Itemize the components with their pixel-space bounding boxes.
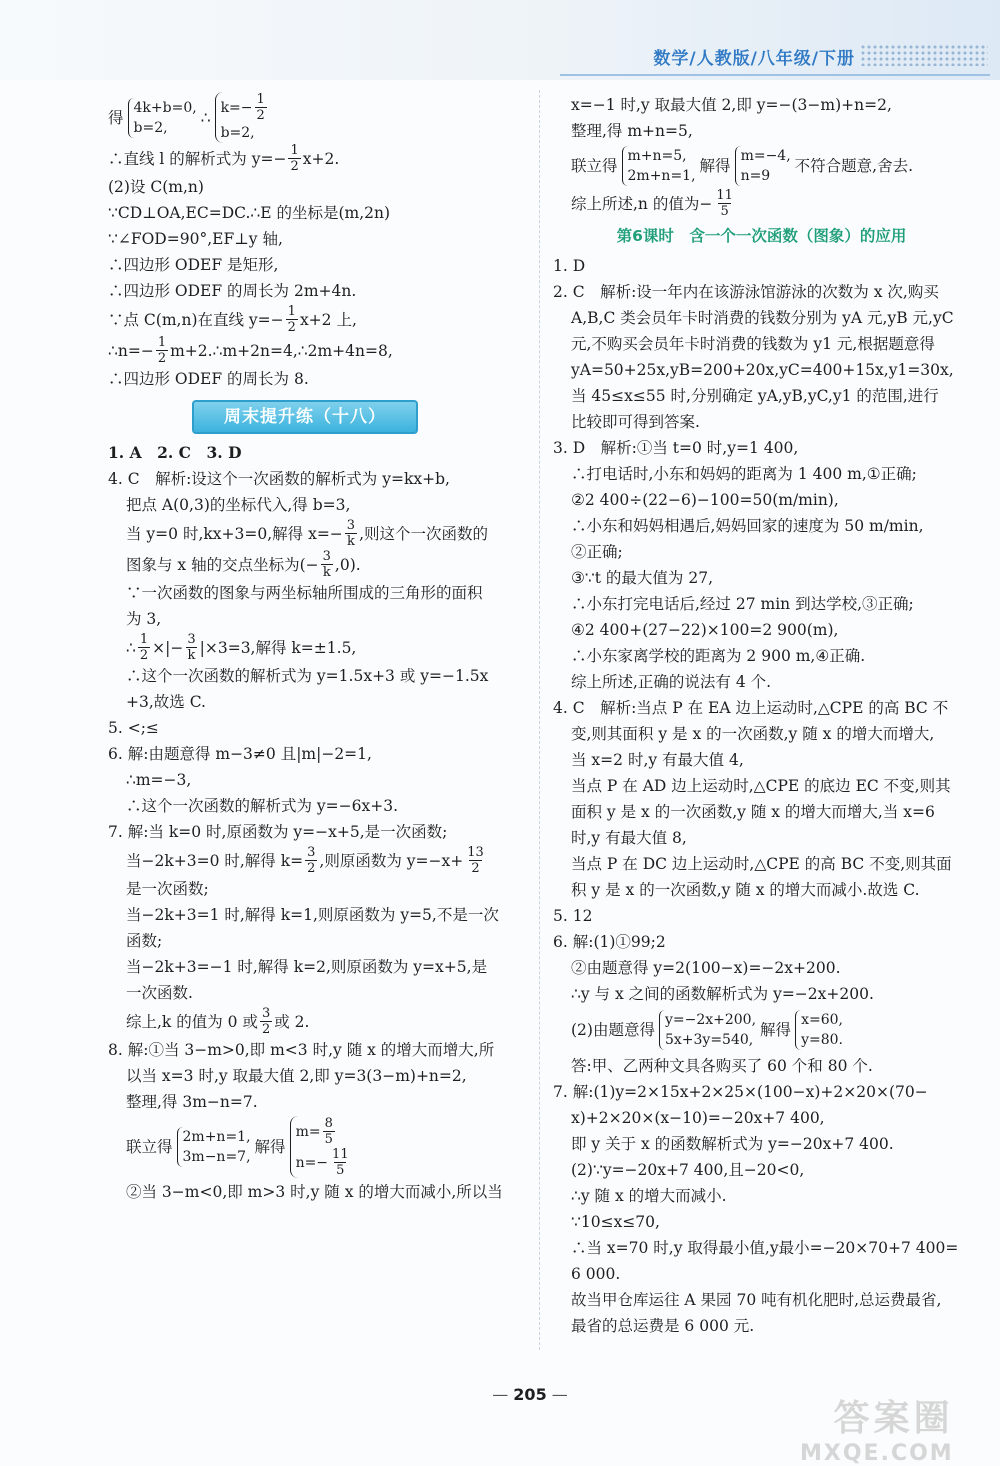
text-line: 变,则其面积 y 是 x 的一次函数,y 随 x 的增大而增大, xyxy=(571,725,935,743)
answer-2-line: 2. C 解析:设一年内在该游泳馆游泳的次数为 x 次,购买 xyxy=(553,283,939,301)
text-line: 是一次函数; xyxy=(126,880,209,898)
text-line: 当 45≤x≤55 时,分别确定 yA,yB,yC,y1 的范围,进行 xyxy=(571,387,939,405)
text-line: 综上所述,正确的说法有 4 个. xyxy=(571,673,772,691)
answer-6-line: 6. 解:由题意得 m−3≠0 且|m|−2=1, xyxy=(108,745,372,763)
text-line: ∴小东家离学校的距离为 2 900 m,④正确. xyxy=(571,647,866,665)
text-line: (2)∵y=−20x+7 400,且−20<0, xyxy=(571,1161,805,1179)
answer-7-line: 7. 解:当 k=0 时,原函数为 y=−x+5,是一次函数; xyxy=(108,823,448,841)
text-line: ∴四边形 ODEF 的周长为 8. xyxy=(108,370,309,388)
text-line: ∴小东打完电话后,经过 27 min 到达学校,③正确; xyxy=(571,595,914,613)
column-divider xyxy=(539,90,541,1350)
text-line: 即 y 关于 x 的函数解析式为 y=−20x+7 400. xyxy=(571,1135,894,1153)
text-line: 当点 P 在 AD 边上运动时,△CPE 的底边 EC 不变,则其 xyxy=(571,777,951,795)
watermark-logo: 答案圈 MXQE.COM xyxy=(800,1398,954,1466)
equation-system-line: 联立得 2m+n=1, 3m−n=7, 解得 m= $\frac{8}{5}$ n=− $\frac{11}{5}$ xyxy=(108,1115,528,1179)
text-line: +3,故选 C. xyxy=(126,693,206,711)
text-line: ∴这个一次函数的解析式为 y=−6x+3. xyxy=(126,797,399,815)
text-line: 面积 y 是 x 的一次函数,y 随 x 的增大而增大,当 x=6 xyxy=(571,803,935,821)
text-line: ∴y 与 x 之间的函数解析式为 y=−2x+200. xyxy=(571,985,874,1003)
text-line: 函数; xyxy=(126,932,163,950)
text-line: 综上所述,n 的值为− $\frac{11}{5}$ xyxy=(571,188,733,219)
header-dot-pattern xyxy=(860,44,988,66)
text-line: ∵10≤x≤70, xyxy=(571,1213,660,1231)
text-line: ④2 400+(27−22)×100=2 900(m), xyxy=(571,621,839,639)
text-line: 当−2k+3=0 时,解得 k= $\frac{3}{2}$ ,则原函数为 y=−x+ $\frac{13}{2}$ xyxy=(126,845,484,876)
text-line: ∴小东和妈妈相遇后,妈妈回家的速度为 50 m/min, xyxy=(571,517,924,535)
text-line: ∴y 随 x 的增大而减小. xyxy=(571,1187,727,1205)
text-line: 当−2k+3=−1 时,解得 k=2,则原函数为 y=x+5,是 xyxy=(126,958,488,976)
text-line: ②2 400÷(22−6)−100=50(m/min), xyxy=(571,491,839,509)
text-line: ∴这个一次函数的解析式为 y=1.5x+3 或 y=−1.5x xyxy=(126,667,489,685)
answer-1: 1. D xyxy=(553,257,586,275)
answer-4-line: 4. C 解析:设这个一次函数的解析式为 y=kx+b, xyxy=(108,470,450,488)
text-line: ∴四边形 ODEF 的周长为 2m+4n. xyxy=(108,282,357,300)
text-line: ∴n=− $\frac{1}{2}$ m+2.∴m+2n=4,∴2m+4n=8, xyxy=(108,335,393,366)
text-line: ∴当 x=70 时,y 取得最小值,y最小=−20×70+7 400= xyxy=(571,1239,959,1257)
text-line: ②正确; xyxy=(571,543,623,561)
text-line: 当 x=2 时,y 有最大值 4, xyxy=(571,751,744,769)
text-line: 以当 x=3 时,y 取最大值 2,即 y=3(3−m)+n=2, xyxy=(126,1067,467,1085)
text-line: 答:甲、乙两种文具各购买了 60 个和 80 个. xyxy=(571,1057,873,1075)
text-line: 整理,得 m+n=5, xyxy=(571,122,693,140)
text-line: ∴ $\frac{1}{2}$ ×|− $\frac{3}{k}$ |×3=3,解得 k=±1.5, xyxy=(126,632,357,663)
text-line: ∵点 C(m,n)在直线 y=− $\frac{1}{2}$ x+2 上, xyxy=(108,304,357,335)
text-line: 6 000. xyxy=(571,1265,621,1283)
text-line: 当−2k+3=1 时,解得 k=1,则原函数为 y=5,不是一次 xyxy=(126,906,499,924)
text-line: 一次函数. xyxy=(126,984,193,1002)
text-line: ∴直线 l 的解析式为 y=− $\frac{1}{2}$ x+2. xyxy=(108,143,340,174)
lesson-title: 第6课时 含一个一次函数（图象）的应用 xyxy=(616,227,907,245)
text-line: x=−1 时,y 取最大值 2,即 y=−(3−m)+n=2, xyxy=(571,96,892,114)
answer-4-line: 4. C 解析:当点 P 在 EA 边上运动时,△CPE 的高 BC 不 xyxy=(553,699,949,717)
answer-7-line: 7. 解:(1)y=2×15x+2×25×(100−x)+2×20×(70− xyxy=(553,1083,928,1101)
text-line: 时,y 有最大值 8, xyxy=(571,829,687,847)
equation-system-line: 得 4k+b=0, b=2, ∴ k=− $\frac{1}{2}$ b=2, xyxy=(108,92,528,143)
page-number: — 205 — xyxy=(492,1385,568,1404)
answer-5: 5. <;≤ xyxy=(108,719,159,737)
text-line: 最省的总运费是 6 000 元. xyxy=(571,1317,755,1335)
answer-3-line: 3. D 解析:①当 t=0 时,y=1 400, xyxy=(553,439,799,457)
text-line: 当 y=0 时,kx+3=0,解得 x=− $\frac{3}{k}$ ,则这个一次函数的 xyxy=(126,518,489,549)
text-line: ③∵t 的最大值为 27, xyxy=(571,569,713,587)
text-line: A,B,C 类会员年卡时消费的钱数分别为 yA 元,yB 元,yC xyxy=(571,309,954,327)
text-line: ∴m=−3, xyxy=(126,771,192,789)
text-line: ②由题意得 y=2(100−x)=−2x+200. xyxy=(571,959,841,977)
answer-5: 5. 12 xyxy=(553,907,593,925)
text-line: 积 y 是 x 的一次函数,y 随 x 的增大而减小.故选 C. xyxy=(571,881,920,899)
text-line: ∴打电话时,小东和妈妈的距离为 1 400 m,①正确; xyxy=(571,465,917,483)
answer-8-line: 8. 解:①当 3−m>0,即 m<3 时,y 随 x 的增大而增大,所 xyxy=(108,1041,495,1059)
answer-6-line: 6. 解:(1)①99;2 xyxy=(553,933,666,951)
equation-system-line: (2)由题意得 y=−2x+200, 5x+3y=540, 解得 x=60, y=80. xyxy=(571,1012,843,1048)
text-line: ∵一次函数的图象与两坐标轴所围成的三角形的面积 xyxy=(126,584,483,602)
text-line: ∵CD⊥OA,EC=DC.∴E 的坐标是(m,2n) xyxy=(108,204,391,222)
equation-system-line: 联立得 m+n=5, 2m+n=1, 解得 m=−4, n=9 不符合题意,舍去. xyxy=(571,148,914,184)
solution-system: k=− $\frac{1}{2}$ b=2, xyxy=(215,92,269,143)
book-title: 数学/人教版/八年级/下册 xyxy=(653,49,855,69)
text-line: (2)设 C(m,n) xyxy=(108,178,204,196)
text-line: 比较即可得到答案. xyxy=(571,413,700,431)
text-line: 整理,得 3m−n=7. xyxy=(126,1093,258,1111)
left-column xyxy=(108,92,528,1205)
text-line: 图象与 x 轴的交点坐标为(− $\frac{3}{k}$ ,0). xyxy=(126,549,361,580)
text-line: 元,不购买会员年卡时消费的钱数为 y1 元,根据题意得 xyxy=(571,335,935,353)
text-line: 把点 A(0,3)的坐标代入,得 b=3, xyxy=(126,496,351,514)
solution-system: m= $\frac{8}{5}$ n=− $\frac{11}{5}$ xyxy=(290,1116,353,1178)
answer-1-3: 1. A 2. C 3. D xyxy=(108,443,242,462)
text-line: ∴四边形 ODEF 是矩形, xyxy=(108,256,279,274)
right-column xyxy=(553,92,970,1339)
text-line: yA=50+25x,yB=200+20x,yC=400+15x,y1=30x, xyxy=(571,361,954,379)
equation-system: 4k+b=0, b=2, xyxy=(128,98,197,138)
text-line: 当点 P 在 DC 边上运动时,△CPE 的高 BC 不变,则其面 xyxy=(571,855,952,873)
text-line: 为 3, xyxy=(126,610,162,628)
text-line: ∵∠FOD=90°,EF⊥y 轴, xyxy=(108,230,283,248)
header-rule xyxy=(560,74,990,76)
text-line: 综上,k 的值为 0 或 $\frac{3}{2}$ 或 2. xyxy=(126,1006,310,1037)
text-line: x)+2×20×(x−10)=−20x+7 400, xyxy=(571,1109,825,1127)
text-line: 故当甲仓库运往 A 果园 70 吨有机化肥时,总运费最省, xyxy=(571,1291,942,1309)
section-title-badge: 周末提升练（十八） xyxy=(192,400,418,434)
text-line: ②当 3−m<0,即 m>3 时,y 随 x 的增大而减小,所以当 xyxy=(126,1183,503,1201)
